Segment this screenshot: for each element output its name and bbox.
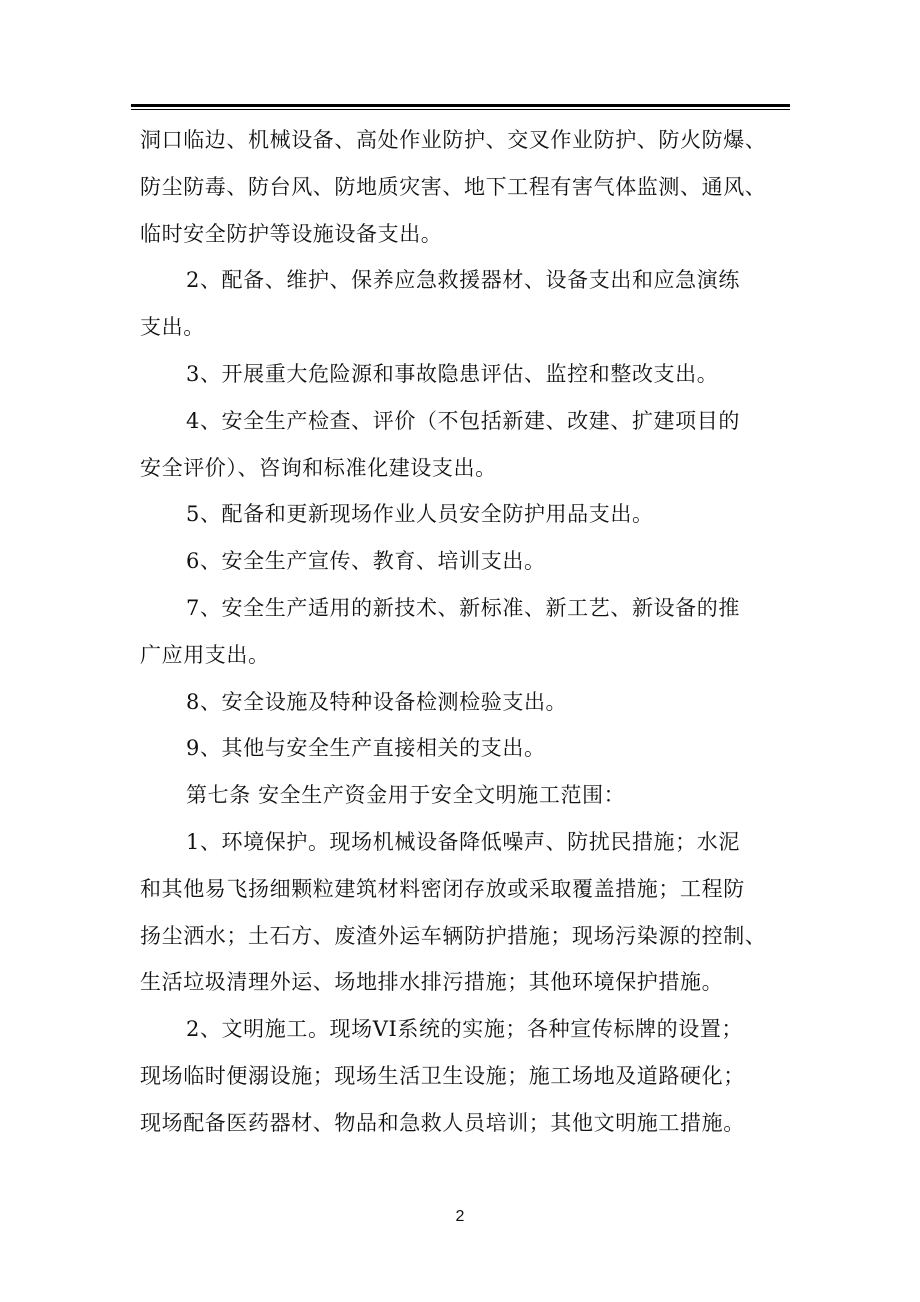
text-line: 3、开展重大危险源和事故隐患评估、监控和整改支出。 xyxy=(186,361,719,386)
text-line: 8、安全设施及特种设备检测检验支出。 xyxy=(186,689,568,714)
text-line: 2、配备、维护、保养应急救援器材、设备支出和应急演练 xyxy=(186,268,740,293)
text-line: 现场临时便溺设施；现场生活卫生设施；施工场地及道路硬化； xyxy=(140,1063,745,1088)
header-rule-thin xyxy=(131,109,790,110)
header-rule-thick xyxy=(131,104,790,107)
page-number: 2 xyxy=(455,1208,465,1225)
document-body xyxy=(140,117,785,1147)
text-line: 5、配备和更新现场作业人员安全防护用品支出。 xyxy=(186,502,654,527)
text-line: 临时安全防护等设施设备支出。 xyxy=(140,221,443,246)
text-line: 6、安全生产宣传、教育、培训支出。 xyxy=(186,549,546,574)
text-line: 9、其他与安全生产直接相关的支出。 xyxy=(186,736,546,761)
text-line: 支出。 xyxy=(140,315,205,340)
text-line: 4、安全生产检查、评价（不包括新建、改建、扩建项目的 xyxy=(186,408,740,433)
text-line: 1、环境保护。现场机械设备降低噪声、防扰民措施；水泥 xyxy=(186,829,740,854)
text-line: 2、文明施工。现场VI系统的实施；各种宣传标牌的设置； xyxy=(186,1017,744,1042)
text-line: 安全评价）、咨询和标准化建设支出。 xyxy=(140,455,497,480)
text-line: 现场配备医药器材、物品和急救人员培训；其他文明施工措施。 xyxy=(140,1110,745,1135)
text-line: 洞口临边、机械设备、高处作业防护、交叉作业防护、防火防爆、 xyxy=(140,128,767,152)
article-heading: 第七条 安全生产资金用于安全文明施工范围： xyxy=(186,783,626,808)
text-line: 生活垃圾清理外运、场地排水排污措施；其他环境保护措施。 xyxy=(140,970,724,995)
text-line: 7、安全生产适用的新技术、新标准、新工艺、新设备的推 xyxy=(186,595,740,620)
text-line: 扬尘洒水；土石方、废渣外运车辆防护措施；现场污染源的控制、 xyxy=(140,923,767,948)
text-line: 广应用支出。 xyxy=(140,642,270,667)
text-line: 防尘防毒、防台风、防地质灾害、地下工程有害气体监测、通风、 xyxy=(140,174,767,199)
text-line: 和其他易飞扬细颗粒建筑材料密闭存放或采取覆盖措施；工程防 xyxy=(140,876,745,901)
